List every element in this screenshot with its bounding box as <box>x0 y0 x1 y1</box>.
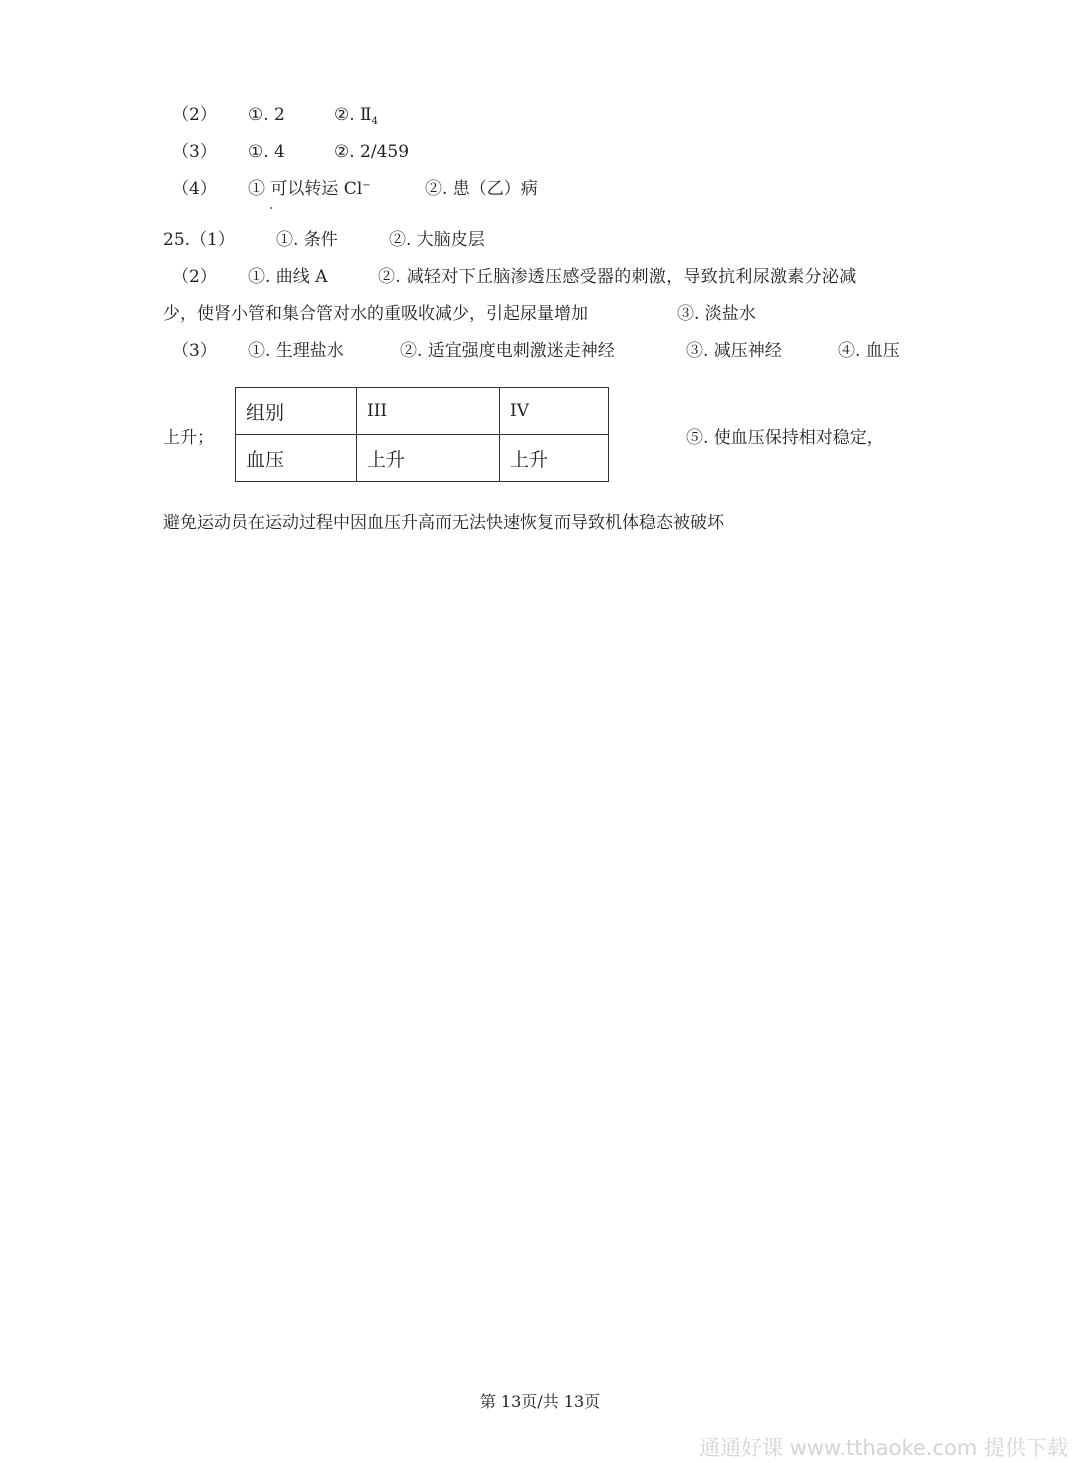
q25-part2-number: （2） <box>172 267 217 287</box>
q25-part2-answer3: ③. 淡盐水 <box>677 304 756 324</box>
q25-part1-number: 25.（1） <box>163 230 235 250</box>
q25-part3-answer2: ②. 适宜强度电刺激迷走神经 <box>400 341 615 361</box>
table-row <box>236 435 609 482</box>
q24-part3-answer2: ②. 2/459 <box>334 142 410 162</box>
table-header-cell: IV <box>500 388 609 435</box>
q25-part1-answer1: ①. 条件 <box>276 230 338 250</box>
q25-part1-answer2: ②. 大脑皮层 <box>389 230 485 250</box>
q25-part3-answer5: ⑤. 使血压保持相对稳定， <box>686 428 884 448</box>
q25-part3-answer4: ④. 血压 <box>838 341 900 361</box>
q24-part4-number: （4） <box>172 179 217 199</box>
stray-dot <box>270 207 272 209</box>
table-cell: 上升 <box>357 435 500 482</box>
table-cell: 上升 <box>500 435 609 482</box>
q25-part2-answer2-line1: ②. 减轻对下丘脑渗透压感受器的刺激，导致抗利尿激素分泌减 <box>378 267 857 287</box>
q24-part2-answer1: ①. 2 <box>248 105 285 125</box>
q25-part3-answer1: ①. 生理盐水 <box>248 341 344 361</box>
q25-part3-number: （3） <box>172 341 217 361</box>
watermark: 通通好课 www.tthaoke.com 提供下载 <box>699 1436 1068 1460</box>
table-header-cell: 组别 <box>236 388 357 435</box>
blood-pressure-table <box>235 387 609 482</box>
q25-part2-answer1: ①. 曲线 A <box>248 267 328 287</box>
q24-part2-number: （2） <box>172 105 217 125</box>
q25-part2-answer2-line2: 少，使肾小管和集合管对水的重吸收减少，引起尿量增加 <box>163 304 588 324</box>
q25-part3-answer4-continued: 上升； <box>163 428 214 448</box>
q24-part4-answer2: ②. 患（乙）病 <box>425 179 538 199</box>
table-cell: 血压 <box>236 435 357 482</box>
table-header-cell: III <box>357 388 500 435</box>
q24-part2-answer2: ②. $Ⅱ_4$ <box>334 105 378 127</box>
q24-part4-answer1: ① 可以转运 Cl− <box>248 179 371 199</box>
page-footer: 第 13页/共 13页 <box>479 1392 601 1411</box>
q24-part3-answer1: ①. 4 <box>248 142 285 162</box>
table-row <box>236 388 609 435</box>
q24-part3-number: （3） <box>172 142 217 162</box>
q25-part3-answer5-continued: 避免运动员在运动过程中因血压升高而无法快速恢复而导致机体稳态被破坏 <box>163 513 724 533</box>
q25-part3-answer3: ③. 减压神经 <box>686 341 782 361</box>
